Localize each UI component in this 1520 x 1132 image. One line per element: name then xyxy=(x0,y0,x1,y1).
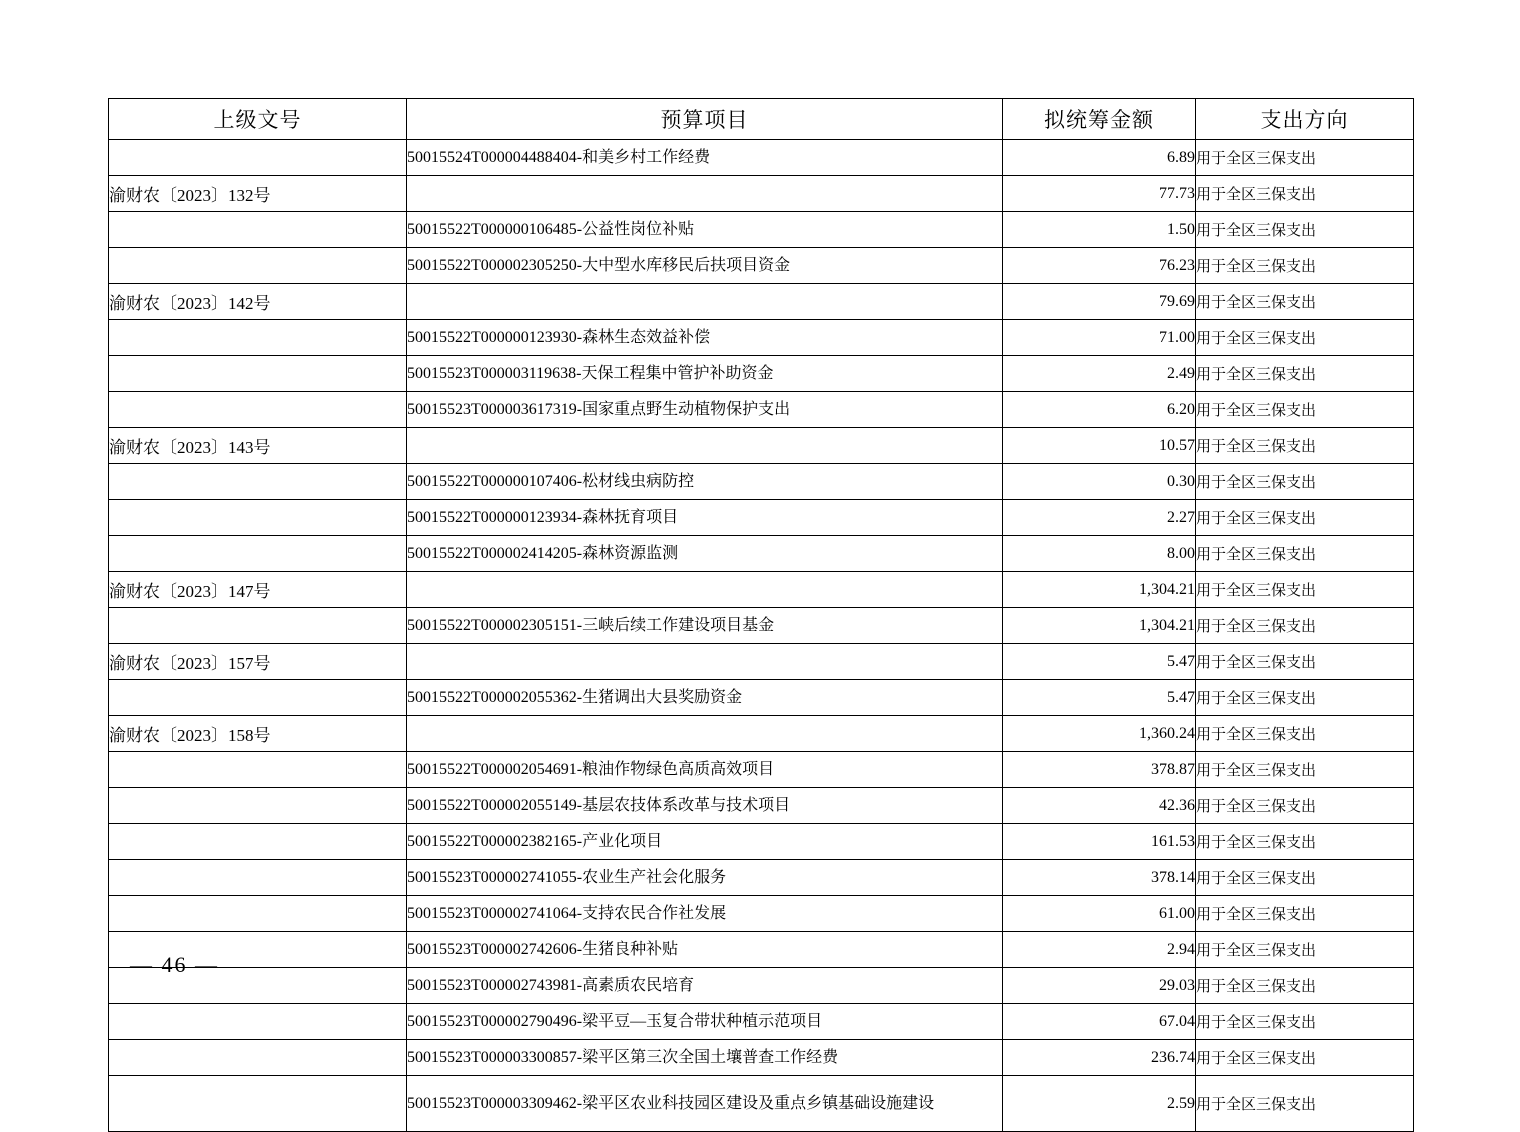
cell-amount: 71.00 xyxy=(1003,320,1196,356)
cell-budget-project: 50015523T000003300857-梁平区第三次全国土壤普查工作经费 xyxy=(407,1040,1003,1076)
cell-budget-project: 50015523T000003309462-梁平区农业科技园区建设及重点乡镇基础设施建设 xyxy=(407,1076,1003,1132)
cell-expenditure-direction: 用于全区三保支出 xyxy=(1196,176,1414,212)
table-row xyxy=(109,968,1414,1004)
cell-budget-project xyxy=(407,176,1003,212)
cell-document-number: 渝财农〔2023〕143号 xyxy=(109,428,407,464)
cell-document-number xyxy=(109,356,407,392)
cell-document-number: 渝财农〔2023〕132号 xyxy=(109,176,407,212)
cell-document-number xyxy=(109,320,407,356)
table-row xyxy=(109,860,1414,896)
column-header-amount: 拟统筹金额 xyxy=(1003,99,1196,140)
cell-amount: 378.14 xyxy=(1003,860,1196,896)
cell-budget-project: 50015523T000003119638-天保工程集中管护补助资金 xyxy=(407,356,1003,392)
table-row xyxy=(109,824,1414,860)
budget-table xyxy=(108,98,1414,1132)
cell-document-number xyxy=(109,788,407,824)
table-row xyxy=(109,896,1414,932)
cell-document-number xyxy=(109,896,407,932)
cell-expenditure-direction: 用于全区三保支出 xyxy=(1196,644,1414,680)
cell-expenditure-direction: 用于全区三保支出 xyxy=(1196,680,1414,716)
cell-expenditure-direction: 用于全区三保支出 xyxy=(1196,428,1414,464)
table-row xyxy=(109,212,1414,248)
table-row xyxy=(109,536,1414,572)
cell-amount: 5.47 xyxy=(1003,680,1196,716)
cell-expenditure-direction: 用于全区三保支出 xyxy=(1196,1076,1414,1132)
table-row xyxy=(109,428,1414,464)
cell-document-number xyxy=(109,860,407,896)
cell-expenditure-direction: 用于全区三保支出 xyxy=(1196,284,1414,320)
cell-expenditure-direction: 用于全区三保支出 xyxy=(1196,752,1414,788)
table-row xyxy=(109,140,1414,176)
cell-document-number xyxy=(109,824,407,860)
cell-budget-project: 50015523T000002790496-梁平豆—玉复合带状种植示范项目 xyxy=(407,1004,1003,1040)
table-row xyxy=(109,356,1414,392)
cell-amount: 1,304.21 xyxy=(1003,572,1196,608)
cell-expenditure-direction: 用于全区三保支出 xyxy=(1196,1004,1414,1040)
cell-expenditure-direction: 用于全区三保支出 xyxy=(1196,608,1414,644)
cell-amount: 2.27 xyxy=(1003,500,1196,536)
cell-document-number xyxy=(109,536,407,572)
cell-expenditure-direction: 用于全区三保支出 xyxy=(1196,464,1414,500)
table-row xyxy=(109,464,1414,500)
table-row xyxy=(109,932,1414,968)
cell-budget-project: 50015522T000000123930-森林生态效益补偿 xyxy=(407,320,1003,356)
cell-expenditure-direction: 用于全区三保支出 xyxy=(1196,788,1414,824)
cell-amount: 61.00 xyxy=(1003,896,1196,932)
cell-amount: 5.47 xyxy=(1003,644,1196,680)
cell-document-number xyxy=(109,500,407,536)
cell-expenditure-direction: 用于全区三保支出 xyxy=(1196,716,1414,752)
table-header xyxy=(109,99,1414,140)
cell-amount: 67.04 xyxy=(1003,1004,1196,1040)
cell-document-number xyxy=(109,248,407,284)
cell-expenditure-direction: 用于全区三保支出 xyxy=(1196,968,1414,1004)
cell-expenditure-direction: 用于全区三保支出 xyxy=(1196,212,1414,248)
cell-budget-project: 50015522T000000107406-松材线虫病防控 xyxy=(407,464,1003,500)
cell-document-number xyxy=(109,1004,407,1040)
cell-amount: 8.00 xyxy=(1003,536,1196,572)
cell-document-number xyxy=(109,1076,407,1132)
cell-amount: 2.59 xyxy=(1003,1076,1196,1132)
table-row xyxy=(109,392,1414,428)
table-row xyxy=(109,1076,1414,1132)
table-row xyxy=(109,608,1414,644)
cell-expenditure-direction: 用于全区三保支出 xyxy=(1196,392,1414,428)
cell-budget-project: 50015524T000004488404-和美乡村工作经费 xyxy=(407,140,1003,176)
cell-budget-project: 50015523T000002741064-支持农民合作社发展 xyxy=(407,896,1003,932)
table-row xyxy=(109,644,1414,680)
cell-amount: 161.53 xyxy=(1003,824,1196,860)
cell-budget-project xyxy=(407,284,1003,320)
column-header-budget-project: 预算项目 xyxy=(407,99,1003,140)
cell-expenditure-direction: 用于全区三保支出 xyxy=(1196,860,1414,896)
cell-amount: 42.36 xyxy=(1003,788,1196,824)
cell-budget-project: 50015522T000002305151-三峡后续工作建设项目基金 xyxy=(407,608,1003,644)
table-body xyxy=(109,140,1414,1132)
cell-expenditure-direction: 用于全区三保支出 xyxy=(1196,536,1414,572)
cell-budget-project xyxy=(407,572,1003,608)
cell-document-number xyxy=(109,392,407,428)
cell-budget-project: 50015522T000002055149-基层农技体系改革与技术项目 xyxy=(407,788,1003,824)
cell-budget-project xyxy=(407,428,1003,464)
table-row xyxy=(109,716,1414,752)
cell-amount: 2.49 xyxy=(1003,356,1196,392)
cell-amount: 236.74 xyxy=(1003,1040,1196,1076)
cell-document-number xyxy=(109,752,407,788)
page-number: — 46 — xyxy=(130,952,219,977)
cell-expenditure-direction: 用于全区三保支出 xyxy=(1196,320,1414,356)
table-row xyxy=(109,284,1414,320)
table-row xyxy=(109,176,1414,212)
cell-amount: 6.20 xyxy=(1003,392,1196,428)
cell-amount: 378.87 xyxy=(1003,752,1196,788)
cell-budget-project: 50015523T000002743981-高素质农民培育 xyxy=(407,968,1003,1004)
cell-budget-project xyxy=(407,716,1003,752)
cell-budget-project: 50015522T000002414205-森林资源监测 xyxy=(407,536,1003,572)
cell-budget-project: 50015523T000002742606-生猪良种补贴 xyxy=(407,932,1003,968)
cell-expenditure-direction: 用于全区三保支出 xyxy=(1196,896,1414,932)
cell-amount: 76.23 xyxy=(1003,248,1196,284)
cell-document-number: 渝财农〔2023〕158号 xyxy=(109,716,407,752)
table-row xyxy=(109,320,1414,356)
cell-expenditure-direction: 用于全区三保支出 xyxy=(1196,500,1414,536)
cell-expenditure-direction: 用于全区三保支出 xyxy=(1196,572,1414,608)
table-row xyxy=(109,572,1414,608)
cell-document-number xyxy=(109,608,407,644)
cell-amount: 1,360.24 xyxy=(1003,716,1196,752)
cell-budget-project xyxy=(407,644,1003,680)
cell-amount: 1.50 xyxy=(1003,212,1196,248)
cell-expenditure-direction: 用于全区三保支出 xyxy=(1196,140,1414,176)
cell-amount: 1,304.21 xyxy=(1003,608,1196,644)
cell-expenditure-direction: 用于全区三保支出 xyxy=(1196,248,1414,284)
cell-amount: 29.03 xyxy=(1003,968,1196,1004)
cell-budget-project: 50015522T000002054691-粮油作物绿色高质高效项目 xyxy=(407,752,1003,788)
cell-budget-project: 50015523T000003617319-国家重点野生动植物保护支出 xyxy=(407,392,1003,428)
table-row xyxy=(109,788,1414,824)
cell-amount: 10.57 xyxy=(1003,428,1196,464)
table-row xyxy=(109,680,1414,716)
cell-amount: 77.73 xyxy=(1003,176,1196,212)
table-row xyxy=(109,752,1414,788)
cell-amount: 0.30 xyxy=(1003,464,1196,500)
cell-budget-project: 50015522T000002055362-生猪调出大县奖励资金 xyxy=(407,680,1003,716)
cell-budget-project: 50015522T000000123934-森林抚育项目 xyxy=(407,500,1003,536)
column-header-document-number: 上级文号 xyxy=(109,99,407,140)
table-row xyxy=(109,1004,1414,1040)
cell-document-number: 渝财农〔2023〕147号 xyxy=(109,572,407,608)
cell-expenditure-direction: 用于全区三保支出 xyxy=(1196,1040,1414,1076)
cell-budget-project: 50015523T000002741055-农业生产社会化服务 xyxy=(407,860,1003,896)
cell-document-number xyxy=(109,212,407,248)
cell-budget-project: 50015522T000002305250-大中型水库移民后扶项目资金 xyxy=(407,248,1003,284)
cell-expenditure-direction: 用于全区三保支出 xyxy=(1196,356,1414,392)
cell-amount: 2.94 xyxy=(1003,932,1196,968)
cell-document-number xyxy=(109,1040,407,1076)
cell-budget-project: 50015522T000002382165-产业化项目 xyxy=(407,824,1003,860)
budget-table-container xyxy=(108,98,1413,1132)
cell-document-number: 渝财农〔2023〕157号 xyxy=(109,644,407,680)
cell-amount: 79.69 xyxy=(1003,284,1196,320)
cell-expenditure-direction: 用于全区三保支出 xyxy=(1196,932,1414,968)
cell-amount: 6.89 xyxy=(1003,140,1196,176)
cell-document-number xyxy=(109,140,407,176)
cell-budget-project: 50015522T000000106485-公益性岗位补贴 xyxy=(407,212,1003,248)
table-header-row xyxy=(109,99,1414,140)
table-row xyxy=(109,500,1414,536)
cell-document-number xyxy=(109,680,407,716)
table-row xyxy=(109,1040,1414,1076)
cell-expenditure-direction: 用于全区三保支出 xyxy=(1196,824,1414,860)
cell-document-number xyxy=(109,464,407,500)
cell-document-number: 渝财农〔2023〕142号 xyxy=(109,284,407,320)
table-row xyxy=(109,248,1414,284)
column-header-expenditure-direction: 支出方向 xyxy=(1196,99,1414,140)
